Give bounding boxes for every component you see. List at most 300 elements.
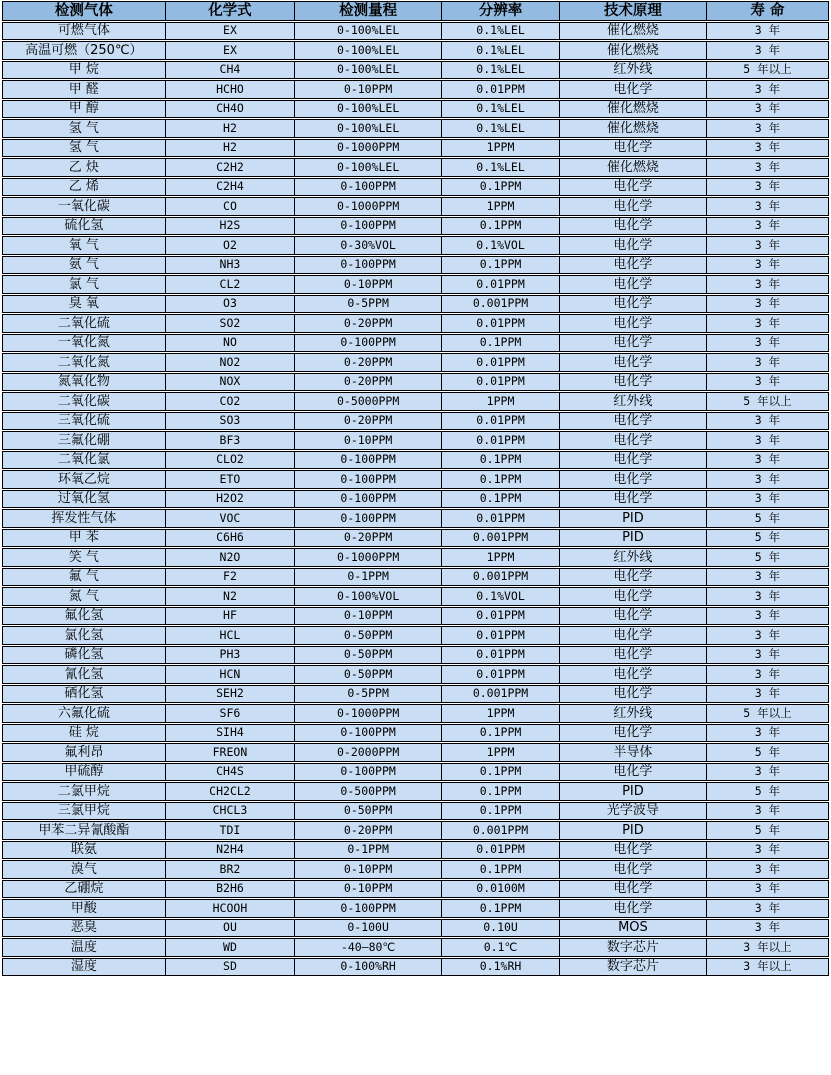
- cell-life: 3 年: [706, 413, 828, 430]
- cell-gas: 氯化氢: [64, 627, 104, 643]
- table-row: [2, 802, 829, 821]
- cell-life: 5 年: [706, 510, 828, 527]
- cell-principle: 电化学: [559, 374, 706, 391]
- cell-gas: 高温可燃（250℃）: [25, 42, 143, 58]
- cell-resolution: 0.1%LEL: [441, 159, 559, 176]
- cell-resolution: 0.01PPM: [441, 81, 559, 98]
- cell-resolution: 1PPM: [441, 705, 559, 722]
- cell-gas: 乙 炔: [68, 159, 99, 175]
- cell-formula: BF3: [165, 432, 295, 449]
- cell-principle: 电化学: [559, 471, 706, 488]
- cell-life: 5 年: [706, 822, 828, 839]
- cell-resolution: 0.01PPM: [441, 276, 559, 293]
- cell-gas: 三氧化硫: [57, 413, 110, 429]
- cell-gas: 甲苯二异氰酸酯: [38, 822, 130, 838]
- cell-principle: 电化学: [559, 140, 706, 157]
- cell-formula: O3: [165, 296, 295, 313]
- cell-gas: 甲 苯: [68, 530, 99, 546]
- table-row: [2, 743, 829, 762]
- cell-range: 0-10PPM: [294, 276, 441, 293]
- cell-range: 0-10PPM: [294, 861, 441, 878]
- cell-resolution: 0.1PPM: [441, 491, 559, 508]
- cell-principle: 电化学: [559, 686, 706, 703]
- cell-principle: 电化学: [559, 666, 706, 683]
- cell-range: 0-100%LEL: [294, 42, 441, 59]
- cell-resolution: 0.01PPM: [441, 354, 559, 371]
- cell-gas: 臭 氧: [68, 296, 99, 312]
- cell-life: 3 年: [706, 42, 828, 59]
- cell-gas: 氢 气: [68, 140, 99, 156]
- cell-formula: NO: [165, 335, 295, 352]
- cell-formula: VOC: [165, 510, 295, 527]
- cell-life: 3 年: [706, 588, 828, 605]
- table-row: [2, 782, 829, 801]
- cell-gas: 氯 气: [68, 276, 99, 292]
- cell-gas: 氟利昂: [64, 744, 104, 760]
- cell-gas: 溴气: [70, 861, 97, 877]
- cell-formula: B2H6: [165, 881, 295, 898]
- cell-range: 0-1PPM: [294, 569, 441, 586]
- cell-resolution: 0.1%VOL: [441, 237, 559, 254]
- cell-resolution: 0.1PPM: [441, 803, 559, 820]
- cell-life: 3 年: [706, 569, 828, 586]
- cell-formula: CO: [165, 198, 295, 215]
- table-body: [2, 22, 829, 977]
- cell-formula: N2O: [165, 549, 295, 566]
- cell-formula: CO2: [165, 393, 295, 410]
- cell-range: 0-10PPM: [294, 608, 441, 625]
- cell-resolution: 0.1PPM: [441, 179, 559, 196]
- cell-life: 3 年: [706, 101, 828, 118]
- table-row: [2, 217, 829, 236]
- table-row: [2, 509, 829, 528]
- cell-gas: 挥发性气体: [51, 510, 117, 526]
- cell-resolution: 0.1PPM: [441, 257, 559, 274]
- cell-life: 3 年: [706, 627, 828, 644]
- cell-life: 3 年: [706, 140, 828, 157]
- cell-range: 0-50PPM: [294, 647, 441, 664]
- cell-range: 0-100PPM: [294, 900, 441, 917]
- table-row: [2, 353, 829, 372]
- table-row: [2, 704, 829, 723]
- table-row: [2, 178, 829, 197]
- cell-principle: 电化学: [559, 900, 706, 917]
- cell-resolution: 0.1%LEL: [441, 23, 559, 40]
- cell-gas: 磷化氢: [64, 647, 104, 663]
- cell-principle: 电化学: [559, 198, 706, 215]
- cell-resolution: 0.1%RH: [441, 959, 559, 976]
- cell-formula: SF6: [165, 705, 295, 722]
- cell-formula: CH4O: [165, 101, 295, 118]
- cell-life: 3 年以上: [706, 939, 828, 956]
- cell-life: 3 年: [706, 881, 828, 898]
- cell-gas: 氟化氢: [64, 608, 104, 624]
- cell-principle: 催化燃烧: [559, 159, 706, 176]
- table-row: [2, 431, 829, 450]
- cell-range: 0-100%LEL: [294, 159, 441, 176]
- cell-principle: PID: [559, 822, 706, 839]
- cell-range: 0-20PPM: [294, 413, 441, 430]
- cell-gas: 氢 气: [68, 120, 99, 136]
- cell-principle: 电化学: [559, 296, 706, 313]
- cell-formula: C2H4: [165, 179, 295, 196]
- cell-gas: 氟 气: [68, 569, 99, 585]
- cell-principle: MOS: [559, 920, 706, 937]
- cell-gas: 可燃气体: [57, 23, 110, 39]
- cell-life: 3 年: [706, 179, 828, 196]
- cell-resolution: 0.1%VOL: [441, 588, 559, 605]
- table-row: [2, 334, 829, 353]
- table-row: [2, 763, 829, 782]
- cell-formula: EX: [165, 23, 295, 40]
- cell-principle: 电化学: [559, 842, 706, 859]
- cell-life: 3 年: [706, 237, 828, 254]
- table-row: [2, 61, 829, 80]
- cell-range: 0-100PPM: [294, 471, 441, 488]
- header-row: [2, 1, 829, 21]
- cell-gas: 联氨: [70, 842, 97, 858]
- cell-principle: 红外线: [559, 549, 706, 566]
- cell-range: 0-20PPM: [294, 374, 441, 391]
- cell-resolution: 0.01PPM: [441, 432, 559, 449]
- table-row: [2, 938, 829, 957]
- table-row: [2, 392, 829, 411]
- cell-principle: 电化学: [559, 588, 706, 605]
- cell-gas: 硫化氢: [64, 218, 104, 234]
- cell-principle: 电化学: [559, 491, 706, 508]
- cell-resolution: 1PPM: [441, 549, 559, 566]
- cell-resolution: 0.01PPM: [441, 510, 559, 527]
- cell-gas: 二氧化氮: [57, 354, 110, 370]
- cell-resolution: 0.0100M: [441, 881, 559, 898]
- cell-life: 3 年: [706, 900, 828, 917]
- cell-life: 5 年以上: [706, 705, 828, 722]
- cell-range: 0-100PPM: [294, 725, 441, 742]
- cell-formula: HCN: [165, 666, 295, 683]
- cell-principle: 电化学: [559, 627, 706, 644]
- cell-formula: H2S: [165, 218, 295, 235]
- table-row: [2, 41, 829, 60]
- cell-life: 3 年: [706, 159, 828, 176]
- cell-resolution: 0.1%LEL: [441, 42, 559, 59]
- cell-principle: 电化学: [559, 861, 706, 878]
- cell-formula: CL2: [165, 276, 295, 293]
- cell-formula: NOX: [165, 374, 295, 391]
- cell-gas: 笑 气: [68, 549, 99, 565]
- cell-resolution: 0.01PPM: [441, 315, 559, 332]
- cell-formula: SO2: [165, 315, 295, 332]
- cell-gas: 过氧化氢: [57, 491, 110, 507]
- cell-life: 5 年: [706, 549, 828, 566]
- cell-range: 0-1000PPM: [294, 549, 441, 566]
- cell-resolution: 0.01PPM: [441, 842, 559, 859]
- cell-gas: 三氯甲烷: [57, 803, 110, 819]
- cell-life: 3 年: [706, 608, 828, 625]
- cell-range: 0-100%RH: [294, 959, 441, 976]
- cell-formula: NH3: [165, 257, 295, 274]
- cell-life: 3 年: [706, 23, 828, 40]
- cell-principle: 电化学: [559, 354, 706, 371]
- table-row: [2, 899, 829, 918]
- cell-range: 0-20PPM: [294, 354, 441, 371]
- cell-resolution: 0.001PPM: [441, 530, 559, 547]
- cell-formula: NO2: [165, 354, 295, 371]
- cell-formula: N2: [165, 588, 295, 605]
- cell-gas: 甲 醇: [68, 101, 99, 117]
- cell-range: 0-100PPM: [294, 218, 441, 235]
- cell-life: 3 年: [706, 257, 828, 274]
- table-row: [2, 880, 829, 899]
- cell-range: 0-100PPM: [294, 335, 441, 352]
- cell-range: 0-100%LEL: [294, 101, 441, 118]
- table-row: [2, 860, 829, 879]
- cell-gas: 乙硼烷: [64, 881, 104, 897]
- cell-range: 0-100%VOL: [294, 588, 441, 605]
- cell-gas: 一氧化氮: [57, 335, 110, 351]
- cell-principle: 催化燃烧: [559, 23, 706, 40]
- cell-principle: 电化学: [559, 218, 706, 235]
- cell-formula: SEH2: [165, 686, 295, 703]
- cell-principle: 电化学: [559, 881, 706, 898]
- cell-resolution: 0.1PPM: [441, 471, 559, 488]
- cell-range: 0-1000PPM: [294, 705, 441, 722]
- cell-resolution: 0.01PPM: [441, 608, 559, 625]
- cell-gas: 甲 烷: [68, 62, 99, 78]
- cell-resolution: 0.01PPM: [441, 666, 559, 683]
- cell-life: 3 年: [706, 471, 828, 488]
- cell-life: 3 年: [706, 354, 828, 371]
- table-row: [2, 451, 829, 470]
- cell-resolution: 0.1℃: [441, 939, 559, 956]
- cell-life: 5 年: [706, 530, 828, 547]
- cell-formula: HF: [165, 608, 295, 625]
- cell-principle: 电化学: [559, 81, 706, 98]
- cell-resolution: 0.1PPM: [441, 861, 559, 878]
- cell-life: 3 年: [706, 296, 828, 313]
- cell-life: 3 年: [706, 647, 828, 664]
- cell-life: 3 年: [706, 861, 828, 878]
- cell-range: 0-20PPM: [294, 530, 441, 547]
- table-row: [2, 314, 829, 333]
- cell-formula: TDI: [165, 822, 295, 839]
- cell-range: 0-20PPM: [294, 822, 441, 839]
- table-row: [2, 958, 829, 977]
- table-row: [2, 412, 829, 431]
- cell-formula: ETO: [165, 471, 295, 488]
- cell-principle: 电化学: [559, 569, 706, 586]
- cell-gas: 硒化氢: [64, 686, 104, 702]
- cell-principle: 光学波导: [559, 803, 706, 820]
- cell-formula: F2: [165, 569, 295, 586]
- cell-gas: 硅 烷: [68, 725, 99, 741]
- cell-principle: 数字芯片: [559, 959, 706, 976]
- cell-life: 5 年以上: [706, 62, 828, 79]
- cell-life: 3 年: [706, 374, 828, 391]
- cell-formula: HCHO: [165, 81, 295, 98]
- cell-formula: EX: [165, 42, 295, 59]
- table-row: [2, 919, 829, 938]
- cell-formula: C6H6: [165, 530, 295, 547]
- cell-range: 0-1PPM: [294, 842, 441, 859]
- cell-resolution: 1PPM: [441, 140, 559, 157]
- cell-gas: 氧 气: [68, 237, 99, 253]
- cell-range: -40—80℃: [294, 939, 441, 956]
- cell-formula: PH3: [165, 647, 295, 664]
- cell-gas: 氨 气: [68, 257, 99, 273]
- cell-life: 3 年: [706, 725, 828, 742]
- cell-gas: 氮 气: [68, 588, 99, 604]
- header-gas: 检测气体: [54, 2, 113, 19]
- cell-range: 0-50PPM: [294, 666, 441, 683]
- cell-life: 3 年以上: [706, 959, 828, 976]
- cell-life: 3 年: [706, 803, 828, 820]
- cell-range: 0-100PPM: [294, 257, 441, 274]
- cell-life: 3 年: [706, 276, 828, 293]
- cell-gas: 环氧乙烷: [57, 471, 110, 487]
- cell-range: 0-100PPM: [294, 179, 441, 196]
- cell-resolution: 0.10U: [441, 920, 559, 937]
- cell-principle: 电化学: [559, 335, 706, 352]
- cell-range: 0-2000PPM: [294, 744, 441, 761]
- cell-principle: 电化学: [559, 276, 706, 293]
- header-life: 寿 命: [706, 2, 828, 20]
- cell-gas: 二氯甲烷: [57, 783, 110, 799]
- cell-principle: 电化学: [559, 179, 706, 196]
- cell-gas: 二氧化氯: [57, 452, 110, 468]
- table-row: [2, 295, 829, 314]
- cell-formula: CH2CL2: [165, 783, 295, 800]
- table-row: [2, 724, 829, 743]
- cell-life: 3 年: [706, 315, 828, 332]
- cell-range: 0-500PPM: [294, 783, 441, 800]
- cell-range: 0-100U: [294, 920, 441, 937]
- cell-principle: 红外线: [559, 62, 706, 79]
- cell-formula: CHCL3: [165, 803, 295, 820]
- table-row: [2, 119, 829, 138]
- cell-resolution: 0.1%LEL: [441, 62, 559, 79]
- cell-principle: 催化燃烧: [559, 42, 706, 59]
- cell-principle: 电化学: [559, 608, 706, 625]
- cell-range: 0-1000PPM: [294, 198, 441, 215]
- cell-life: 3 年: [706, 81, 828, 98]
- cell-range: 0-10PPM: [294, 432, 441, 449]
- cell-resolution: 0.001PPM: [441, 296, 559, 313]
- cell-principle: 电化学: [559, 432, 706, 449]
- cell-life: 3 年: [706, 198, 828, 215]
- table-row: [2, 587, 829, 606]
- cell-life: 3 年: [706, 491, 828, 508]
- cell-life: 3 年: [706, 335, 828, 352]
- cell-life: 5 年: [706, 783, 828, 800]
- table-row: [2, 646, 829, 665]
- cell-gas: 氰化氢: [64, 666, 104, 682]
- cell-range: 0-20PPM: [294, 315, 441, 332]
- cell-gas: 氮氧化物: [57, 374, 110, 390]
- cell-formula: BR2: [165, 861, 295, 878]
- cell-life: 3 年: [706, 432, 828, 449]
- cell-range: 0-50PPM: [294, 627, 441, 644]
- cell-principle: 电化学: [559, 315, 706, 332]
- cell-range: 0-100PPM: [294, 491, 441, 508]
- cell-gas: 二氧化碳: [57, 393, 110, 409]
- cell-life: 3 年: [706, 686, 828, 703]
- cell-resolution: 0.1PPM: [441, 452, 559, 469]
- cell-principle: 数字芯片: [559, 939, 706, 956]
- cell-principle: 电化学: [559, 257, 706, 274]
- header-principle: 技术原理: [559, 2, 706, 20]
- cell-life: 3 年: [706, 920, 828, 937]
- cell-formula: OU: [165, 920, 295, 937]
- cell-gas: 甲 醛: [68, 81, 99, 97]
- gas-sensor-spec-table: [2, 1, 829, 976]
- cell-life: 5 年: [706, 744, 828, 761]
- cell-principle: 电化学: [559, 647, 706, 664]
- cell-range: 0-100%LEL: [294, 120, 441, 137]
- table-row: [2, 158, 829, 177]
- cell-resolution: 1PPM: [441, 198, 559, 215]
- cell-gas: 湿度: [70, 959, 97, 975]
- cell-gas: 一氧化碳: [57, 198, 110, 214]
- cell-resolution: 1PPM: [441, 393, 559, 410]
- cell-gas: 二氧化硫: [57, 315, 110, 331]
- cell-resolution: 0.1PPM: [441, 783, 559, 800]
- cell-resolution: 0.001PPM: [441, 569, 559, 586]
- table-row: [2, 568, 829, 587]
- cell-range: 0-100%LEL: [294, 62, 441, 79]
- cell-formula: CH4S: [165, 764, 295, 781]
- cell-gas: 乙 烯: [68, 179, 99, 195]
- cell-resolution: 0.1PPM: [441, 900, 559, 917]
- table-row: [2, 373, 829, 392]
- cell-formula: CH4: [165, 62, 295, 79]
- cell-range: 0-5PPM: [294, 686, 441, 703]
- cell-formula: FREON: [165, 744, 295, 761]
- header-formula: 化学式: [165, 2, 295, 20]
- table-row: [2, 626, 829, 645]
- cell-resolution: 0.01PPM: [441, 627, 559, 644]
- cell-range: 0-100%LEL: [294, 23, 441, 40]
- cell-formula: N2H4: [165, 842, 295, 859]
- cell-gas: 恶臭: [70, 920, 97, 936]
- cell-gas: 三氟化硼: [57, 432, 110, 448]
- cell-formula: HCOOH: [165, 900, 295, 917]
- cell-resolution: 0.1PPM: [441, 218, 559, 235]
- cell-formula: C2H2: [165, 159, 295, 176]
- cell-principle: 红外线: [559, 705, 706, 722]
- cell-formula: SD: [165, 959, 295, 976]
- cell-range: 0-100PPM: [294, 764, 441, 781]
- cell-principle: PID: [559, 530, 706, 547]
- table-row: [2, 607, 829, 626]
- cell-principle: 电化学: [559, 413, 706, 430]
- header-range: 检测量程: [294, 2, 441, 20]
- cell-life: 5 年以上: [706, 393, 828, 410]
- cell-formula: CLO2: [165, 452, 295, 469]
- table-row: [2, 22, 829, 41]
- cell-principle: 红外线: [559, 393, 706, 410]
- cell-life: 3 年: [706, 452, 828, 469]
- table-row: [2, 548, 829, 567]
- cell-principle: 电化学: [559, 237, 706, 254]
- cell-range: 0-100PPM: [294, 510, 441, 527]
- table-row: [2, 685, 829, 704]
- cell-range: 0-10PPM: [294, 881, 441, 898]
- cell-gas: 甲酸: [70, 900, 97, 916]
- cell-life: 3 年: [706, 218, 828, 235]
- cell-range: 0-50PPM: [294, 803, 441, 820]
- cell-formula: WD: [165, 939, 295, 956]
- table-row: [2, 841, 829, 860]
